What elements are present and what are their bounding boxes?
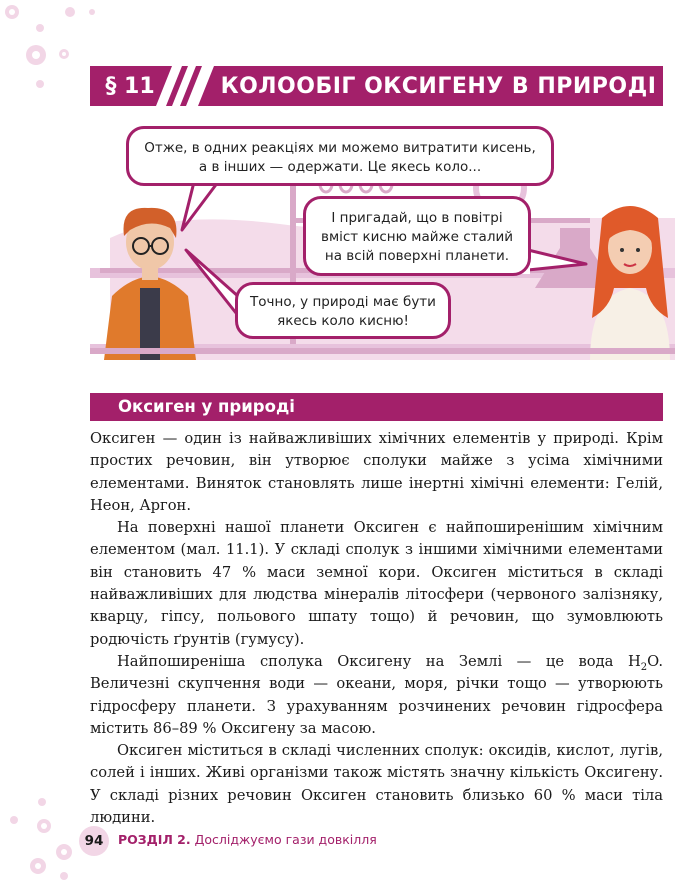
- subscript-2: 2: [640, 661, 648, 673]
- section-number: § 11: [105, 73, 155, 99]
- chapter-label: РОЗДІЛ 2.: [118, 832, 191, 847]
- girl-character: [590, 206, 670, 360]
- decorative-dots-bottom: [0, 790, 80, 885]
- speech-bubble-girl: [303, 196, 531, 276]
- paragraph-3-start: Найпоширеніша сполука Оксигену на Землі — це вода H: [117, 652, 641, 670]
- paragraph-2: На поверхні нашої планети Оксиген є найпоширенішим хімічним елементом (мал. 11.1). У складі сполук з іншими хімічними елементами він становить 47 % маси земної кори. Оксиген міститься в складі найважливіших для людства мінералів літосфери (червоного залізняку, кварцу, гіпсу, польового шпату тощо) й речовин, що зумовлюють родючість ґрунтів (гумусу).: [90, 519, 663, 648]
- bubble-line: а в інших — одержати. Це якесь коло...: [198, 159, 482, 175]
- bubble-line: на всій поверхні планети.: [324, 248, 510, 264]
- chapter-banner: [90, 66, 663, 106]
- bubble-line: І пригадай, що в повітрі: [331, 210, 503, 226]
- bubble-line: Отже, в одних реакціях ми можемо витратити кисень,: [144, 140, 536, 156]
- bubble-line: якесь коло кисню!: [277, 313, 409, 329]
- running-footer: [118, 832, 377, 847]
- page-title: КОЛООБІГ ОКСИГЕНУ В ПРИРОДІ: [220, 73, 657, 99]
- bubble-line: вміст кисню майже сталий: [320, 229, 514, 245]
- body-text: [90, 428, 663, 829]
- paragraph-3: [90, 651, 663, 740]
- paragraph-4: Оксиген міститься в складі численних сполук: оксидів, кислот, лугів, солей і інших. Живі організми також містять значну кількість Оксигену. У складі різних речовин Оксиген становить близько 60 % маси тіла людини.: [90, 742, 663, 827]
- paragraph-1: Оксиген — один із найважливіших хімічних елементів у природі. Крім простих речовин, він утворює сполуки майже з усіма хімічними елементами. Виняток становлять лише інертні хімічні елементи: Гелій, Неон, Аргон.: [90, 430, 663, 514]
- speech-bubble-boy-1: [126, 126, 554, 186]
- section-header: [90, 393, 663, 421]
- page-number: 94: [79, 826, 109, 856]
- bubble-line: Точно, у природі має бути: [250, 294, 436, 310]
- section-title: Оксиген у природі: [118, 397, 295, 416]
- paragraph-3-end: O. Величезні скупчення води — океани, моря, річки тощо — утворюють гідросферу планети. З урахуванням розчинених речовин гідросфера містить 86–89 % Оксигену за масою.: [90, 652, 663, 737]
- speech-bubble-boy-2: [235, 282, 451, 339]
- chapter-title: Досліджуємо гази довкілля: [194, 832, 377, 847]
- dialogue-illustration: [90, 118, 675, 360]
